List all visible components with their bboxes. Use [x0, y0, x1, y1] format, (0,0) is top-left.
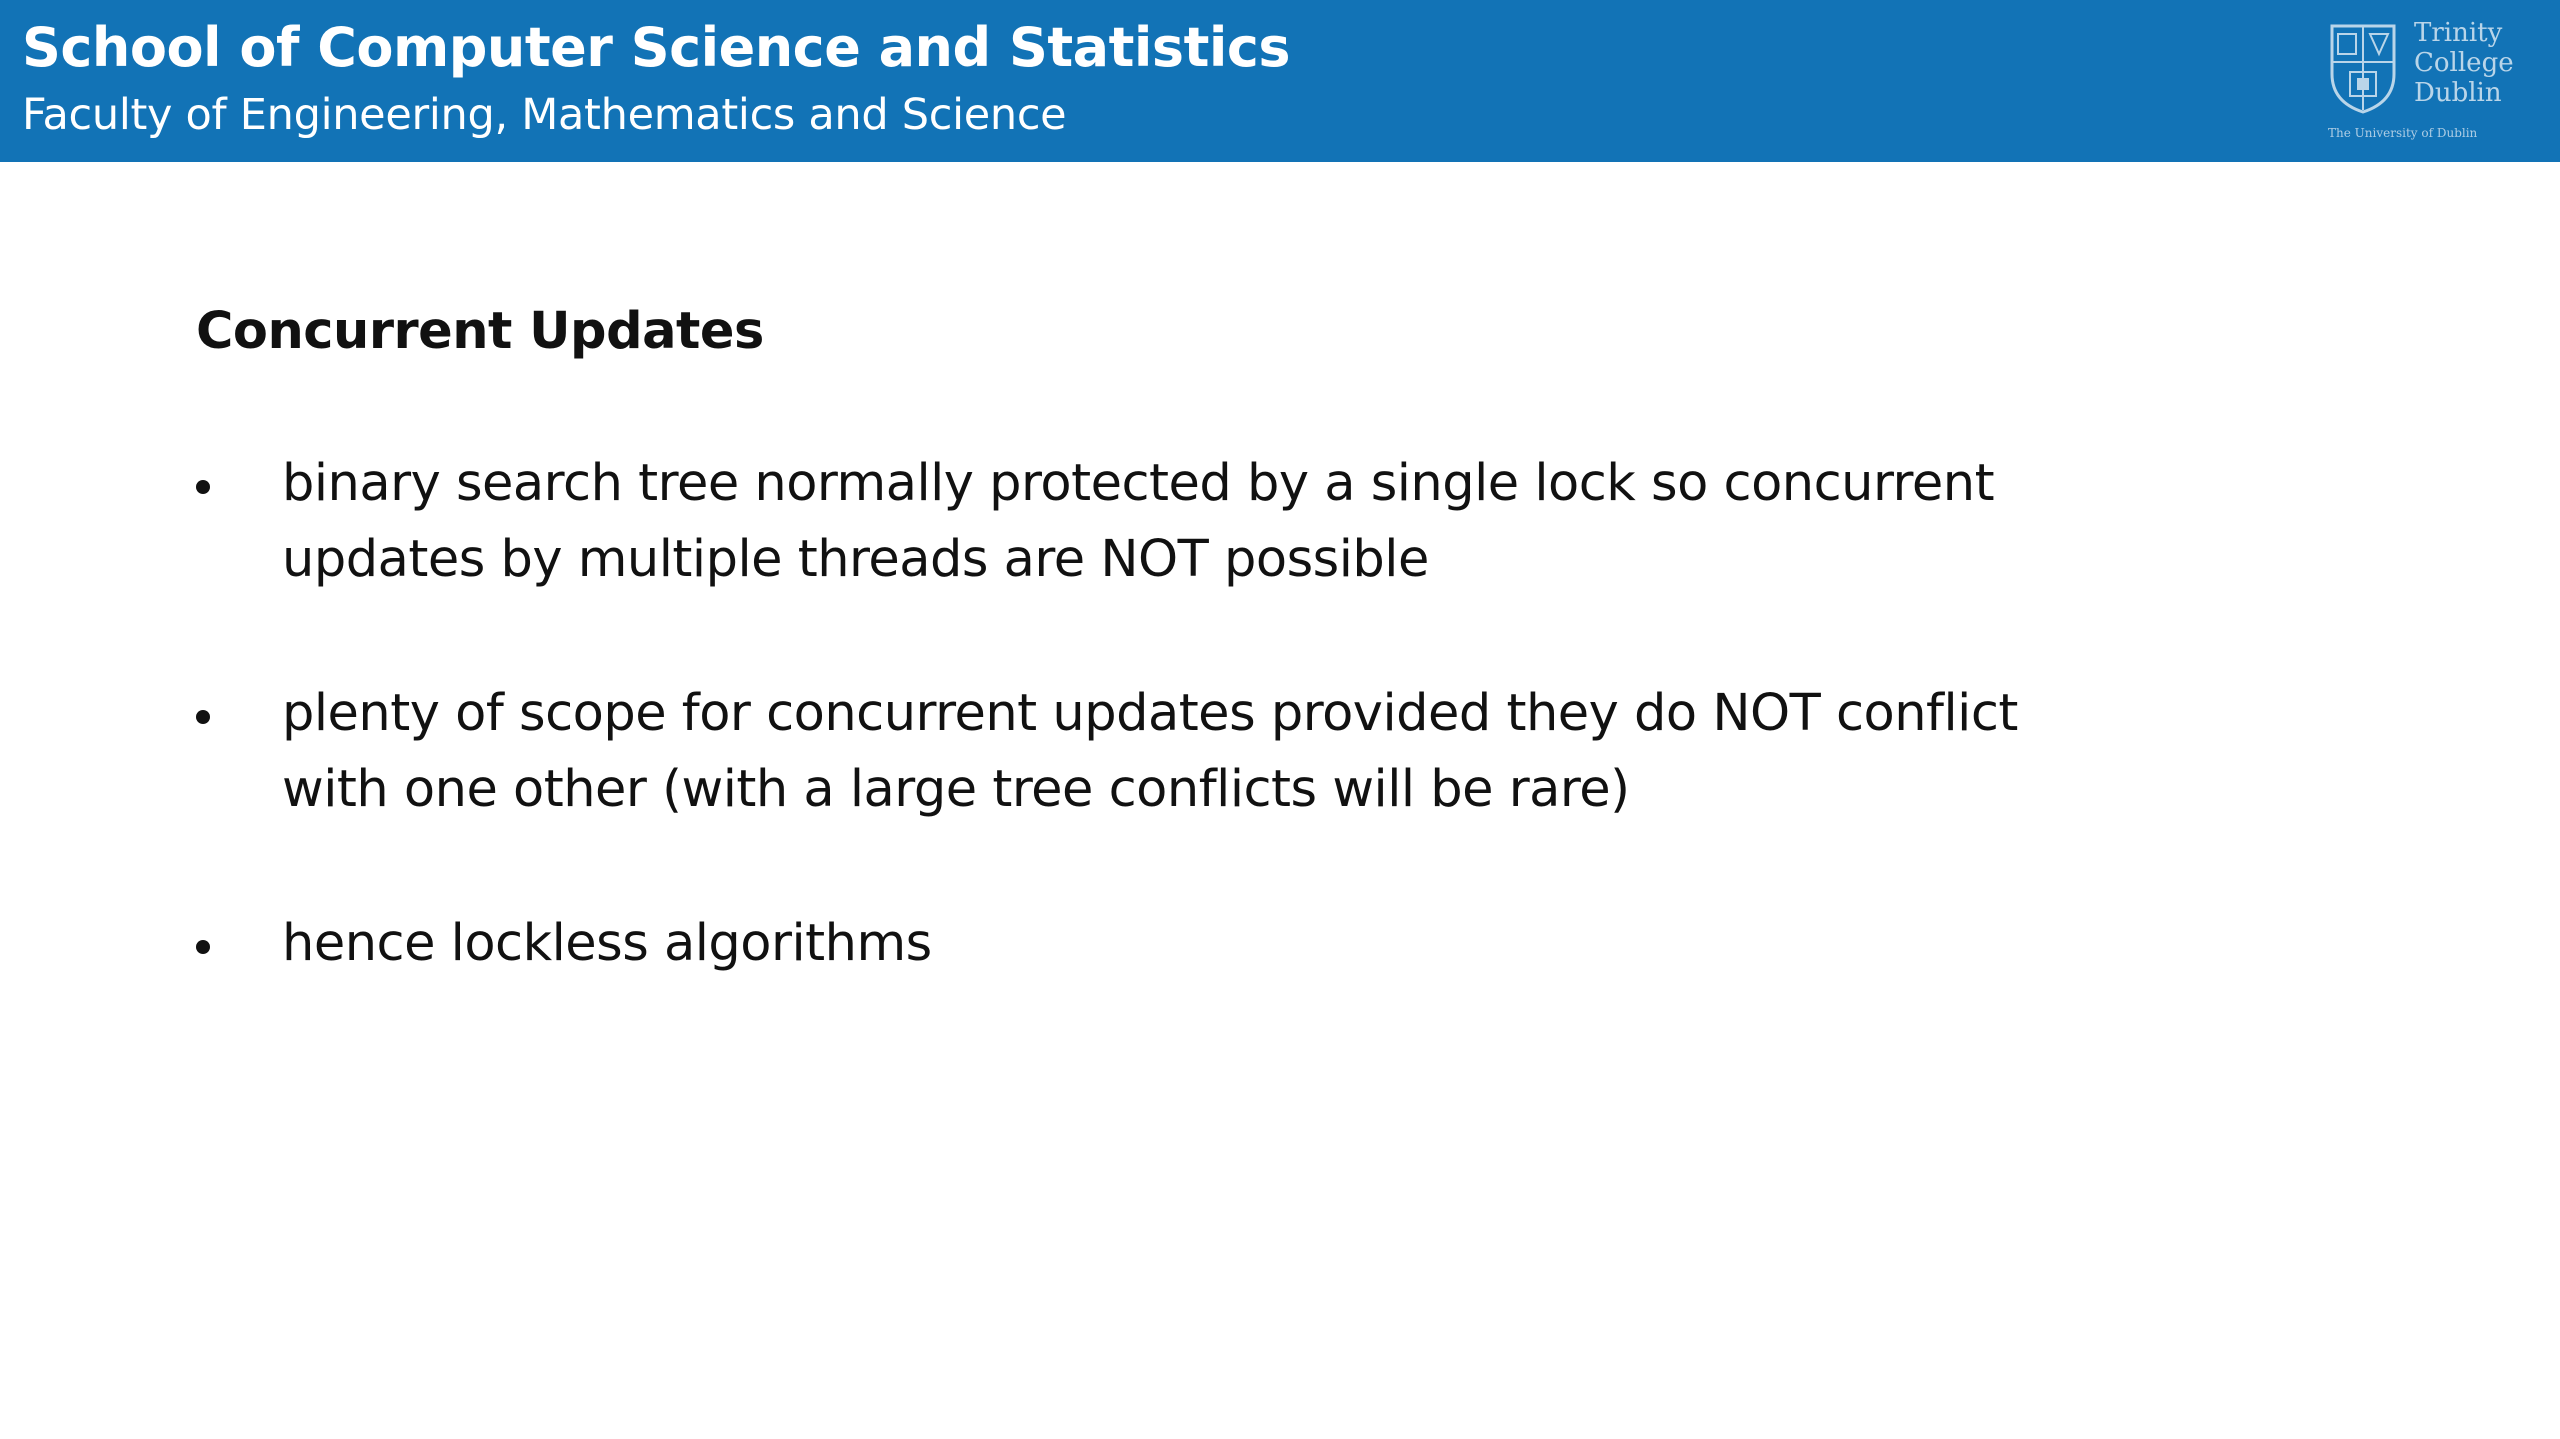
- bullet-list: [196, 446, 2396, 982]
- header-banner: [0, 0, 2560, 162]
- trinity-college-crest-icon: [2328, 22, 2398, 116]
- faculty-subtitle: Faculty of Engineering, Mathematics and Science: [22, 90, 1067, 140]
- bullet-item: [196, 676, 2396, 828]
- bullet-icon: [196, 480, 210, 494]
- bullet-text-line: plenty of scope for concurrent updates provided they do NOT conflict: [282, 684, 2018, 743]
- logo-tagline: The University of Dublin: [2328, 126, 2478, 140]
- slide-content: [196, 296, 2396, 973]
- logo-name-line: Trinity: [2414, 18, 2503, 48]
- bullet-text-line: hence lockless algorithms: [282, 914, 932, 973]
- bullet-icon: [196, 940, 210, 954]
- logo-name-line: College: [2414, 48, 2514, 78]
- bullet-text-line: updates by multiple threads are NOT possible: [282, 530, 1429, 589]
- bullet-icon: [196, 710, 210, 724]
- bullet-text-line: binary search tree normally protected by a single lock so concurrent: [282, 454, 1995, 513]
- logo-name-line: Dublin: [2414, 78, 2502, 108]
- trinity-college-logo: [2320, 18, 2520, 148]
- bullet-item: [196, 446, 2396, 598]
- slide-heading: Concurrent Updates: [196, 302, 764, 361]
- bullet-text-line: with one other (with a large tree conflicts will be rare): [282, 760, 1630, 819]
- bullet-item: [196, 906, 2396, 982]
- logo-name: [2414, 18, 2514, 108]
- school-title: School of Computer Science and Statistics: [22, 16, 1291, 79]
